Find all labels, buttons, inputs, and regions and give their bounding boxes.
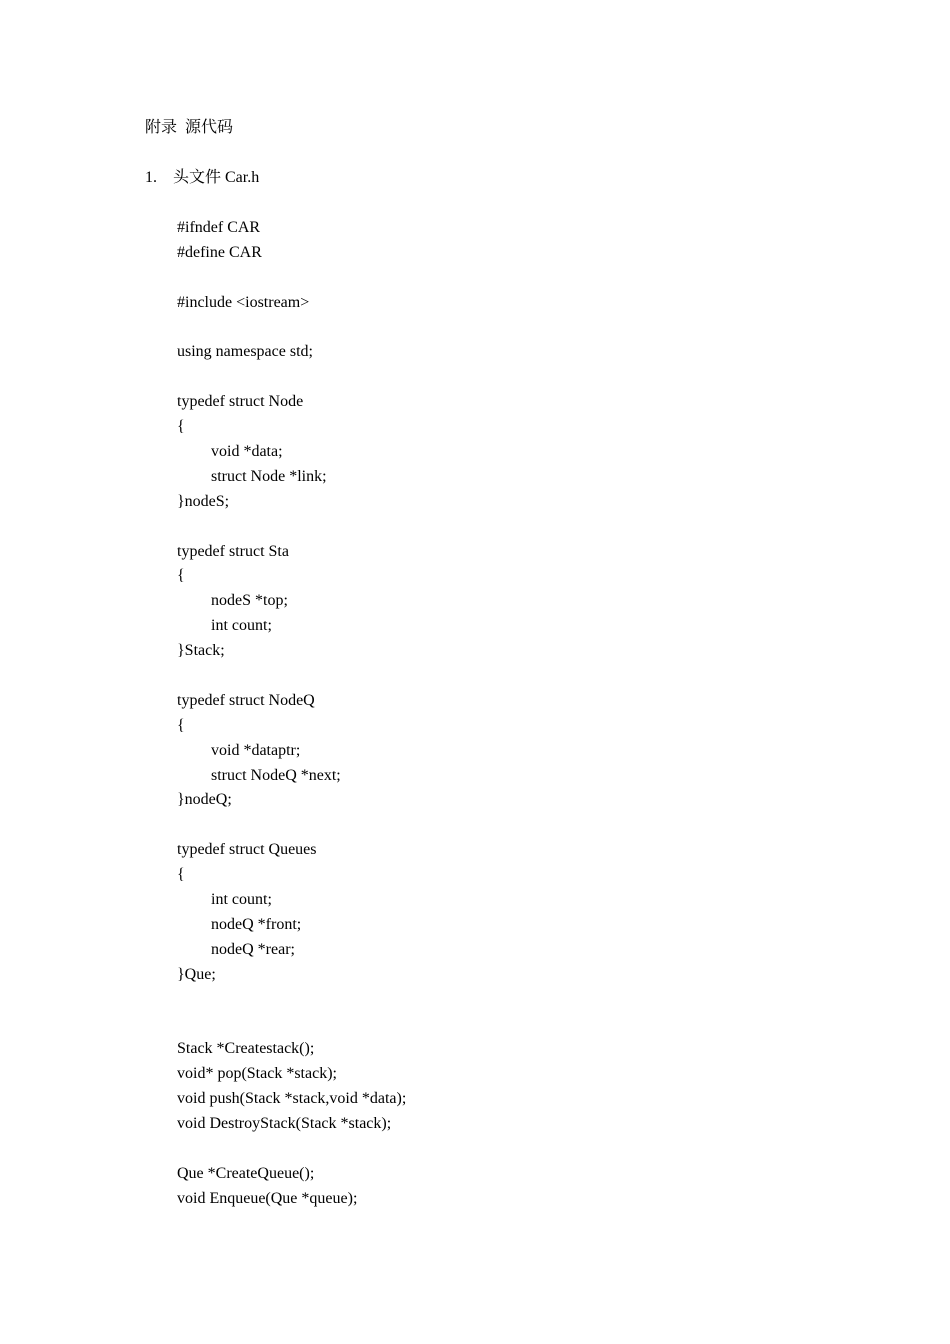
code-line: typedef struct Queues xyxy=(177,841,317,859)
code-line: struct NodeQ *next; xyxy=(211,766,341,784)
code-line: nodeQ *rear; xyxy=(211,940,295,958)
section-title xyxy=(145,166,259,190)
code-line: void *dataptr; xyxy=(211,741,301,759)
code-line: void push(Stack *stack,void *data); xyxy=(177,1090,407,1108)
code-line: Que *CreateQueue(); xyxy=(177,1164,315,1182)
code-line: struct Node *link; xyxy=(211,467,327,485)
code-line xyxy=(177,1013,406,1038)
code-block xyxy=(177,216,406,1212)
code-line: { xyxy=(177,418,185,436)
appendix-heading: 附录 源代码 xyxy=(145,119,234,136)
code-line xyxy=(177,266,406,291)
code-line: int count; xyxy=(211,617,272,635)
code-line: #ifndef CAR xyxy=(177,219,261,236)
code-line: nodeS *top; xyxy=(211,592,288,610)
code-line: { xyxy=(177,866,185,884)
code-line: #define CAR xyxy=(177,243,262,261)
code-line xyxy=(177,316,406,341)
code-line: typedef struct NodeQ xyxy=(177,691,315,709)
code-line: Stack *Createstack(); xyxy=(177,1040,315,1058)
code-line: int count; xyxy=(211,891,272,909)
code-line: void *data; xyxy=(211,443,283,461)
code-line xyxy=(177,664,406,689)
code-line xyxy=(177,1137,406,1162)
code-line: typedef struct Node xyxy=(177,393,304,411)
code-line: { xyxy=(177,567,185,585)
code-line: }Que; xyxy=(177,965,216,983)
code-line: using namespace std; xyxy=(177,343,313,361)
section-title-text: 头文件 Car.h xyxy=(173,169,260,186)
code-line xyxy=(177,515,406,540)
code-line: #include <iostream> xyxy=(177,293,310,311)
code-line xyxy=(177,988,406,1013)
code-line xyxy=(177,813,406,838)
code-line: void Enqueue(Que *queue); xyxy=(177,1189,358,1207)
code-line: typedef struct Sta xyxy=(177,542,289,560)
code-line: { xyxy=(177,716,185,734)
code-line: nodeQ *front; xyxy=(211,915,302,933)
code-line xyxy=(177,365,406,390)
code-line: }nodeS; xyxy=(177,492,230,510)
section-number: 1. xyxy=(145,169,157,186)
code-line: void* pop(Stack *stack); xyxy=(177,1065,337,1083)
code-line: }nodeQ; xyxy=(177,791,232,809)
code-line: }Stack; xyxy=(177,642,225,660)
code-line: void DestroyStack(Stack *stack); xyxy=(177,1115,392,1133)
